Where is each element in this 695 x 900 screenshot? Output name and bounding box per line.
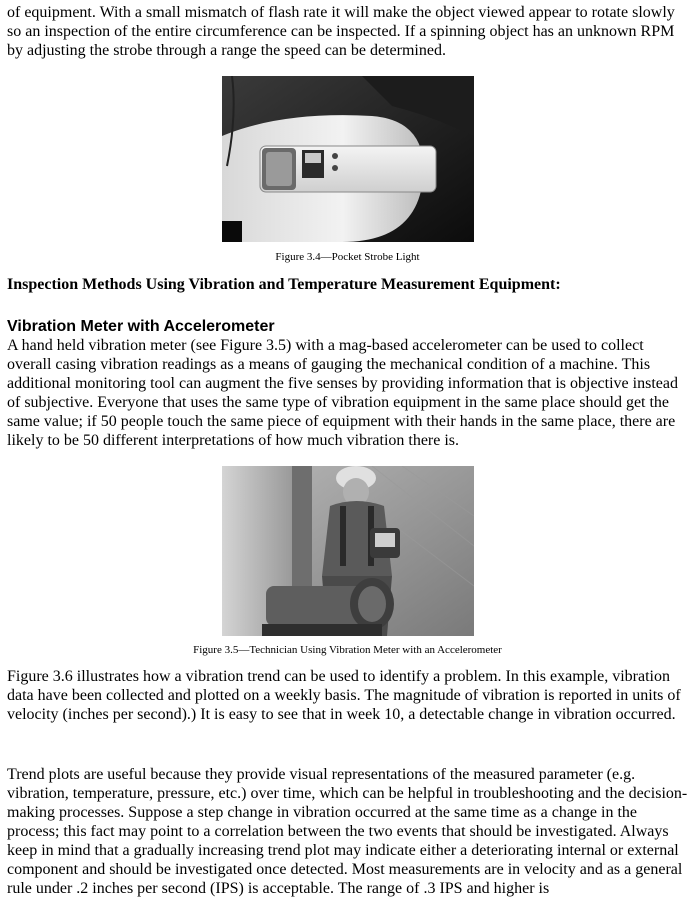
paragraph-plots-container	[7, 765, 691, 898]
paragraph-text: of equipment. With a small mismatch of flash rate it will make the object viewed appear to rotate slowly so an inspection of the entire circumference can be inspected. If a spinning object has an unknown RPM by adjusting the strobe through a range the speed can be determined.	[7, 4, 675, 59]
paragraph-strobe	[7, 3, 691, 60]
technician-photo-illustration	[222, 466, 474, 636]
paragraph-plots: Trend plots are useful because they provide visual representations of the measured parameter (e.g. vibration, temperature, pressure, etc.) over time, which can be helpful in troubleshooting and the decision-making processes. Suppose a step change in vibration occurred at the same time as a change in the process; this fact may point to a correlation between the two events that should be investigated. Always keep in mind that a gradually increasing trend plot may indicate either a deteriorating internal or external component and should be investigated once detected. Most measurements are in velocity and as a general rule under .2 inches per second (IPS) is acceptable. The range of .3 IPS and higher is	[7, 766, 688, 897]
figure-pocket-strobe-light	[222, 76, 474, 242]
section-heading-container	[7, 275, 691, 294]
paragraph-trend: Figure 3.6 illustrates how a vibration trend can be used to identify a problem. In this example, vibration data have been collected and plotted on a weekly basis. The magnitude of vibration is reported in units of velocity (inches per second).) It is easy to see that in week 10, a detectable change in vibration occurred.	[7, 668, 681, 723]
figure-3-5-caption: Figure 3.5—Technician Using Vibration Meter with an Accelerometer	[193, 644, 502, 656]
section-heading: Inspection Methods Using Vibration and Temperature Measurement Equipment:	[7, 276, 561, 293]
subsection-heading: Vibration Meter with Accelerometer	[7, 318, 275, 335]
paragraph-vibration-container	[7, 336, 691, 450]
strobe-photo-illustration	[222, 76, 474, 242]
subsection-heading-container	[7, 317, 691, 336]
paragraph-vibration: A hand held vibration meter (see Figure 3.5) with a mag-based accelerometer can be used to collect overall casing vibration readings as a means of gauging the mechanical condition of a machine. This additional monitoring tool can augment the five senses by providing information that is objective instead of subjective. Everyone that uses the same type of vibration equipment in the same place should get the same value; if 50 people touch the same piece of equipment with their hands in the same place, there are likely to be 50 different interpretations of how much vibration there is.	[7, 337, 678, 449]
figure-technician-vibration-meter	[222, 466, 474, 636]
figure-3-4-caption: Figure 3.4—Pocket Strobe Light	[275, 251, 420, 263]
paragraph-trend-container	[7, 667, 691, 724]
